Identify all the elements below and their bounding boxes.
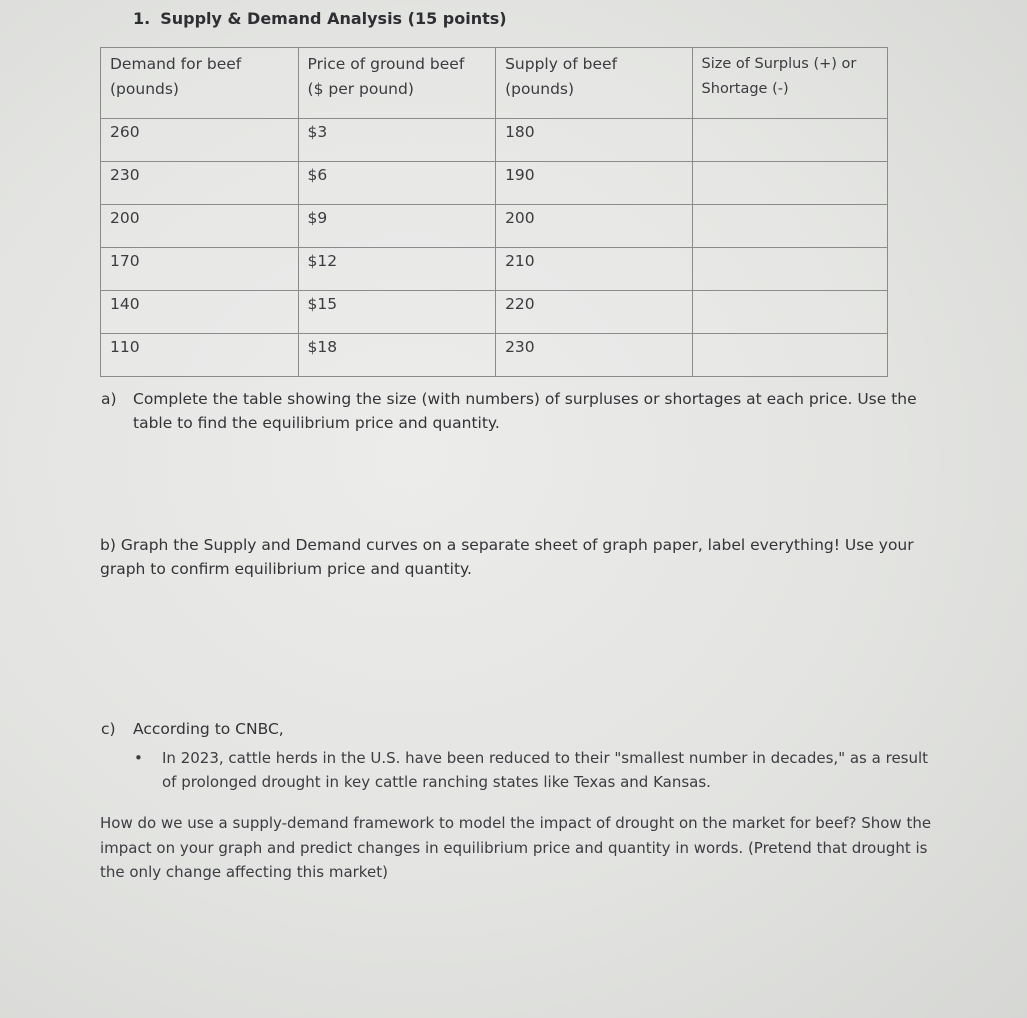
question-a-text: Complete the table showing the size (with numbers) of surpluses or shortages at each price. Use the table to find the equilibrium price and quantity.: [133, 390, 917, 432]
header-demand: Demand for beef (pounds): [101, 48, 299, 119]
question-c: [101, 717, 931, 741]
page-title: [133, 9, 507, 28]
demand-cell: 170: [101, 248, 299, 291]
surplus-cell: [692, 291, 887, 334]
surplus-cell: [692, 334, 887, 377]
demand-cell: 260: [101, 119, 299, 162]
demand-cell: 200: [101, 205, 299, 248]
table-row: [101, 291, 888, 334]
table-row: [101, 248, 888, 291]
price-cell: $18: [298, 334, 496, 377]
demand-cell: 140: [101, 291, 299, 334]
price-cell: $3: [298, 119, 496, 162]
table-row: [101, 119, 888, 162]
surplus-cell: [692, 162, 887, 205]
question-c-prompt: How do we use a supply-demand framework to model the impact of drought on the market for beef? Show the impact on your graph and predict changes in equilibrium price and quantity in words. (Pretend that drought is the only change affecting this market): [100, 814, 932, 881]
supply-cell: 190: [496, 162, 692, 205]
table-row: [101, 205, 888, 248]
question-a-label: a): [101, 390, 117, 408]
supply-demand-table: [100, 47, 888, 377]
surplus-cell: [692, 248, 887, 291]
question-c-intro: According to CNBC,: [133, 720, 284, 738]
bullet-icon: •: [134, 749, 143, 767]
supply-cell: 200: [496, 205, 692, 248]
header-price: Price of ground beef ($ per pound): [298, 48, 496, 119]
supply-cell: 180: [496, 119, 692, 162]
price-cell: $12: [298, 248, 496, 291]
bullet-text: In 2023, cattle herds in the U.S. have been reduced to their "smallest number in decades," as a result of prolonged drought in key cattle ranching states like Texas and Kansas.: [162, 749, 929, 791]
question-a: [101, 387, 941, 435]
price-cell: $15: [298, 291, 496, 334]
supply-cell: 220: [496, 291, 692, 334]
demand-cell: 110: [101, 334, 299, 377]
price-cell: $9: [298, 205, 496, 248]
table-row: [101, 334, 888, 377]
surplus-cell: [692, 119, 887, 162]
question-b: b) Graph the Supply and Demand curves on a separate sheet of graph paper, label everything! Use your graph to confirm equilibrium price and quantity.: [100, 536, 914, 578]
price-cell: $6: [298, 162, 496, 205]
heading-text: Supply & Demand Analysis (15 points): [160, 9, 507, 28]
supply-cell: 210: [496, 248, 692, 291]
table-row: [101, 162, 888, 205]
surplus-cell: [692, 205, 887, 248]
question-number: 1.: [133, 9, 151, 28]
question-c-label: c): [101, 720, 116, 738]
table-header-row: [101, 48, 888, 119]
supply-cell: 230: [496, 334, 692, 377]
demand-cell: 230: [101, 162, 299, 205]
header-supply: Supply of beef (pounds): [496, 48, 692, 119]
header-surplus-shortage: Size of Surplus (+) or Shortage (-): [692, 48, 887, 119]
